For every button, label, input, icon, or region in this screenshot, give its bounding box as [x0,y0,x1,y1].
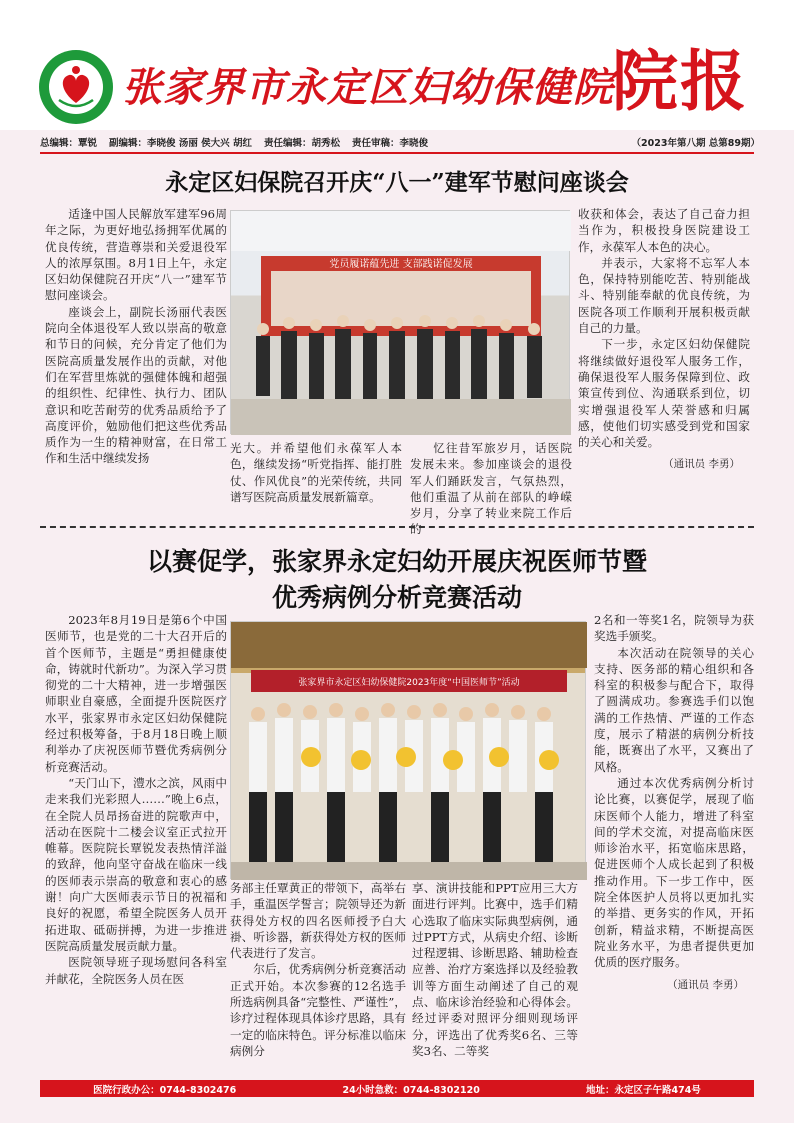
paragraph: 尔后，优秀病例分析竞赛活动正式开始。本次参赛的12名选手所选病例具备“完整性、严谨性”，诊疗过程体现具体诊疗思路，具有一定的临床特色。评分标准以临床病例分 [230,962,406,1058]
article-title: 以赛促学，张家界永定妇幼开展庆祝医师节暨 [146,547,647,576]
emergency-phone: 24小时急救：0744-8302120 [342,1084,480,1096]
article-column [412,880,578,1068]
paragraph: “天门山下，澧水之滨，风雨中走来我们光彩照人……”晚上6点，在全院人员昂扬奋进的院歌声中，活动在医院十二楼会议室正式拉开帷幕。医院院长覃锐发表热情洋溢的致辞，他向坚守奋战在临床一线的医师表示崇高的敬意和衷心的感谢！向广大医师表示节日的祝福和良好的祝愿，希望全院医务人员开拓进取、砥砺拼搏，为进一步推进医院高质量发展贡献力量。 [45,775,227,953]
editorial-credits [40,134,760,150]
article-column [230,440,402,524]
paragraph: 本次活动在院领导的关心支持、医务部的精心组织和各科室的积极参与配合下，取得了圆满成功。参赛选手们以饱满的工作热情、严谨的工作态度，展示了精湛的病例分析技能，既赛出了水平，又赛出了风格。 [594,645,754,774]
photo-banner: 党员履诺蕴先进 支部践诺促发展 [329,259,473,270]
newspaper-title: 张家界市永定区妇幼保健院 [122,64,614,111]
paragraph: 医院领导班子现场慰问各科室并献花，全院医务人员在医 [45,955,227,986]
article-column [45,206,227,524]
byline: （通讯员 李勇） [663,458,740,471]
paragraph: 务部主任覃黄正的带领下，高举右手，重温医学誓言；院领导还为新获得处方权的四名医师授予白大褂、听诊器，新获得处方权的医师代表进行了发言。 [230,881,406,961]
hospital-logo-icon [37,48,115,126]
newspaper-nameplate: 院报 [612,43,748,120]
deputy-editors: 副编辑：李晓俊 汤丽 侯大兴 胡红 [109,138,252,149]
responsible-editor: 责任编辑：胡秀松 [263,138,340,149]
paragraph: 2名和一等奖1名，院领导为获奖选手颁奖。 [594,613,754,644]
issue-number: （2023年第八期 总第89期） [631,138,760,149]
article-column [45,612,227,1068]
paragraph: 收获和体会，表达了自己奋力担当作为，积极投身医院建设工作，永葆军人本色的决心。 [578,207,750,254]
admin-phone: 医院行政办公：0744-8302476 [93,1084,237,1096]
paragraph: 享、演讲技能和PPT应用三大方面进行评判。比赛中，选手们精心选取了临床实际典型病例，通过PPT方式，从病史介绍、诊断过程逻辑、诊断思路、辅助检查应善、治疗方案选择以及经验教训等方面生动阐述了自己的观点、临床诊治经验和心得体会。经过评委对照评分细则现场评分，评选出了优秀奖6名、三等奖3名、二等奖 [412,881,578,1058]
paragraph: 并表示，大家将不忘军人本色，保持特别能吃苦、特别能战斗、特别能奉献的优良传统，为医院各项工作顺利开展积极贡献自己的力量。 [578,255,750,336]
article-column [594,612,754,1068]
paragraph: 下一步，永定区妇幼保健院将继续做好退役军人服务工作，确保退役军人服务保障到位、政策宣传到位、沟通联系到位，切实增强退役军人荣誉感和归属感，使他们切实感受到党和国家的关心和关爱。 [578,337,750,450]
paragraph: 座谈会上，副院长汤丽代表医院向全体退役军人致以崇高的敬意和节日的问候，充分肯定了他们为医院高质量发展作出的贡献，对他们在军营里炼就的强健体魄和超强的组织性、纪律性、执行力、团队意识和吃苦耐劳的优秀品质给予了高度评价，勉励他们把这些优秀品质作为一生的精神财富，在日常工作和生活中继续发扬 [45,304,227,466]
paragraph: 忆往昔军旅岁月，话医院发展未来。参加座谈会的退役军人们踊跃发言，气氛热烈，他们重温了从前在部队的峥嵘岁月，分享了转业来院工作后的 [410,441,572,537]
paragraph: 2023年8月19日是第6个中国医师节，也是党的二十大召开后的首个医师节，主题是“勇担健康使命，铸就时代新功”。为深入学习贯彻党的二十大精神，进一步增强医师职业自豪感，全面提升医院医疗水平，张家界市永定区妇幼保健院经过积极筹备，于8月18日晚上顺利举办了庆祝医师节暨优秀病例分析竞赛活动。 [45,613,227,774]
paragraph: 光大。并希望他们永葆军人本色，继续发扬“听党指挥、能打胜仗、作风优良”的光荣传统，共同谱写医院高质量发展新篇章。 [230,441,402,504]
masthead [0,0,794,130]
paragraph: 通过本次优秀病例分析讨论比赛，以赛促学，展现了临床医师个人能力，增进了科室间的学术交流，对提高临床医师诊治水平，拓宽临床思路，促进医师个人成长起到了积极推动作用。下一步工作中，医院全体医护人员将以更加扎实的举措、更务实的作风，开拓创新，精益求精，不断提高医院业务水平，为患者提供更加优质的医疗服务。 [594,775,754,970]
article-column [230,880,406,1068]
photo-banner: 张家界市永定区妇幼保健院2023年度“中国医师节”活动 [298,678,520,688]
reviewer: 责任审稿：李晓俊 [351,138,428,149]
article-title: 优秀病例分析竞赛活动 [271,583,522,612]
article-divider [40,526,754,528]
paragraph: 适逢中国人民解放军建军96周年之际，为更好地弘扬拥军优属的优良传统，营造尊崇和关爱退役军人的浓厚氛围。8月1日上午，永定区妇幼保健院召开庆“八一”建军节慰问座谈会。 [45,207,227,303]
chief-editor: 总编辑：覃锐 [40,138,98,149]
article-title: 永定区妇保院召开庆“八一”建军节慰问座谈会 [165,169,629,196]
doctors-day-group-photo [230,621,586,879]
article-column [578,206,750,524]
byline: （通讯员 李勇） [667,978,744,991]
footer-bar [40,1080,754,1097]
article-column [410,440,572,537]
address: 地址：永定区子午路474号 [586,1084,701,1096]
header-rule [40,152,754,154]
army-day-group-photo [230,210,570,434]
